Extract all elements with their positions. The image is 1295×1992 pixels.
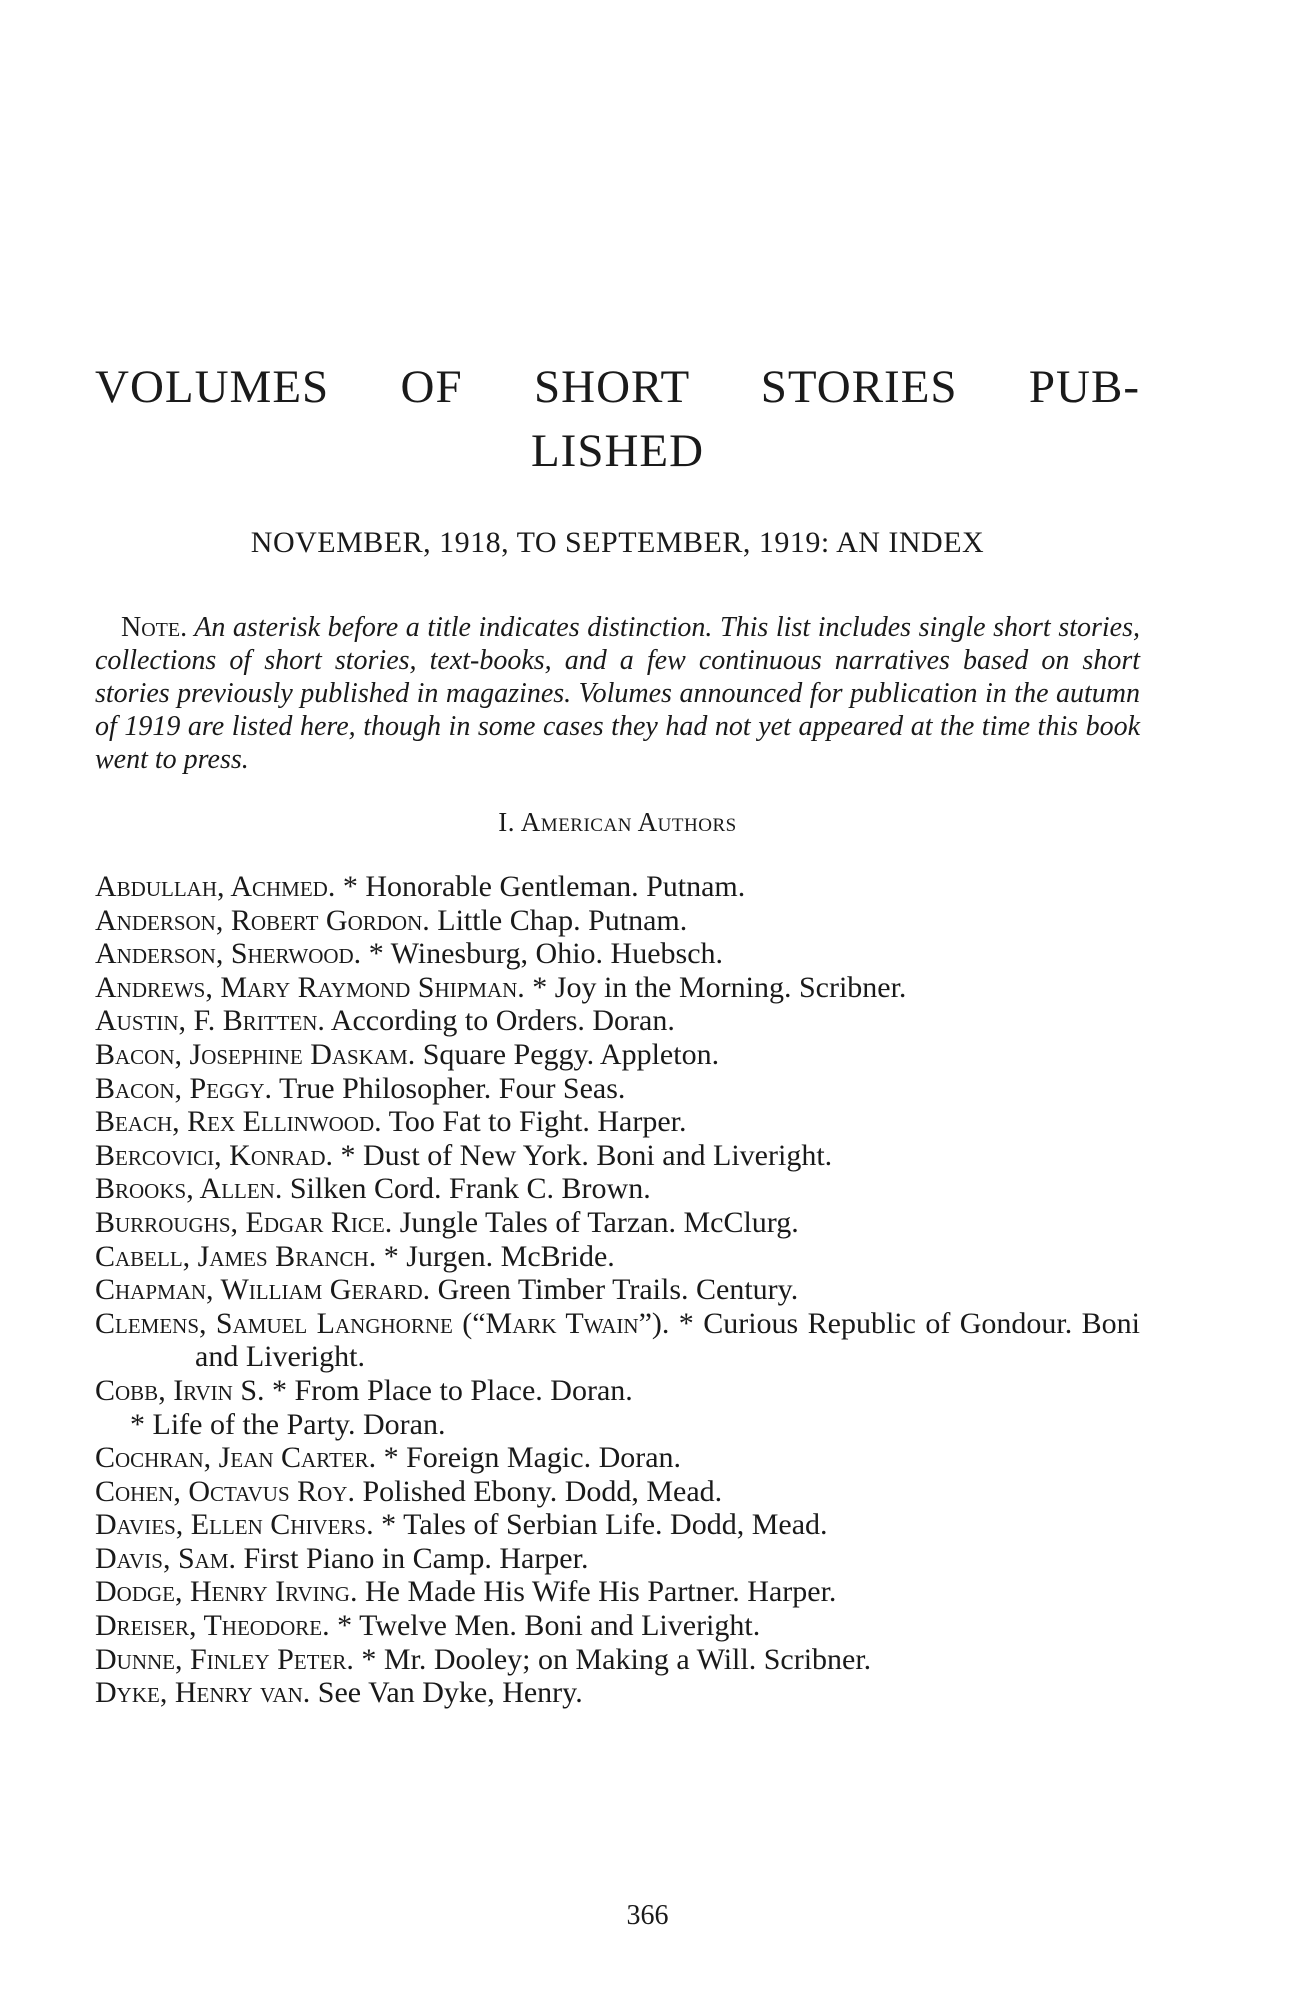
index-entry [95,870,1140,904]
author-name: Dyke, Henry van. [95,1676,311,1710]
title-line-2: LISHED [530,425,705,477]
author-name: Cobb, Irvin S. [95,1373,265,1407]
author-name: Davis, Sam. [95,1541,236,1575]
works: Green Timber Trails. Century. [437,1273,799,1307]
works: Polished Ebony. Dodd, Mead. [362,1474,723,1508]
works: Too Fat to Fight. Harper. [388,1105,687,1139]
index-entry [95,1072,1140,1106]
author-name: Dunne, Finley Peter. [95,1642,354,1676]
index-entry [95,1575,1140,1609]
works: According to Orders. Doran. [330,1004,675,1038]
works: * Dust of New York. Boni and Liveright. [340,1138,833,1172]
works: * Jurgen. McBride. [383,1239,615,1273]
index-entry [95,971,1140,1005]
index-entry [95,1139,1140,1173]
index-entry [95,1307,1140,1374]
works: Little Chap. Putnam. [437,903,688,937]
index-entry [95,1609,1140,1643]
index-entry-continuation [95,1408,1140,1442]
author-name: Abdullah, Achmed. [95,870,336,903]
works: * Mr. Dooley; on Making a Will. Scribner. [361,1642,872,1676]
works: He Made His Wife His Partner. Harper. [364,1575,837,1609]
works: * From Place to Place. Doran. [272,1373,633,1407]
index-entry [95,1475,1140,1509]
works: Silken Cord. Frank C. Brown. [289,1172,651,1206]
index-entry [95,1206,1140,1240]
note-text: An asterisk before a title indicates distinction. This list includes single short stories, collections of short stories, text-books, and a few continuous narratives based on short stories previously published in magazines. Volumes announced for publication in the autumn of 1919 are listed here, though in some cases they had not yet appeared at the time this book went to press. [95,612,1140,775]
index-entry [95,1038,1140,1072]
author-name: Bercovici, Konrad. [95,1138,334,1172]
works: First Piano in Camp. Harper. [243,1541,589,1575]
index-entry [95,1374,1140,1408]
index-entry [95,1676,1140,1710]
author-name: Cochran, Jean Carter. [95,1441,377,1475]
author-name: Cabell, James Branch. [95,1239,377,1273]
works: Square Peggy. Appleton. [422,1037,720,1071]
author-name: Andrews, Mary Raymond Shipman. [95,970,525,1004]
author-name: Bacon, Josephine Daskam. [95,1037,416,1071]
author-name: Brooks, Allen. [95,1172,283,1206]
index-entry [95,1542,1140,1576]
author-name: Anderson, Sherwood. [95,937,362,971]
works: * Foreign Magic. Doran. [383,1441,682,1475]
index-entry [95,1240,1140,1274]
works: * Life of the Party. Doran. [130,1407,446,1441]
note-paragraph [95,611,1140,776]
works: * Joy in the Morning. Scribner. [532,970,907,1004]
index-entry [95,1273,1140,1307]
works: * Honorable Gentleman. Putnam. [342,870,746,903]
index-entry [95,937,1140,971]
works: * Twelve Men. Boni and Liveright. [337,1609,761,1643]
subtitle: NOVEMBER, 1918, TO SEPTEMBER, 1919: AN INDEX [250,526,985,559]
author-index-list [95,870,1140,1710]
author-name: Dreiser, Theodore. [95,1609,330,1643]
section-heading: I. American Authors [498,807,737,837]
author-name: Bacon, Peggy. [95,1071,273,1105]
author-name: Cohen, Octavus Roy. [95,1474,355,1508]
works: * Winesburg, Ohio. Huebsch. [368,937,724,971]
index-entry [95,1172,1140,1206]
page-title [95,355,1140,483]
author-name: Austin, F. Britten. [95,1004,325,1038]
index-entry [95,1643,1140,1677]
author-name: Chapman, William Gerard. [95,1273,431,1307]
works: Jungle Tales of Tarzan. McClurg. [399,1205,799,1239]
author-name: Davies, Ellen Chivers. [95,1508,374,1542]
author-name: Dodge, Henry Irving. [95,1575,358,1609]
index-entry [95,1004,1140,1038]
works: * Curious Republic of Gondour. Boni and Liveright. [195,1306,1141,1374]
works: See Van Dyke, Henry. [317,1676,583,1710]
author-name: Beach, Rex Ellinwood. [95,1105,382,1139]
works: True Philosopher. Four Seas. [279,1071,626,1105]
index-entry [95,1441,1140,1475]
author-name: Burroughs, Edgar Rice. [95,1205,393,1239]
note-label: Note. [121,612,188,643]
index-entry [95,1508,1140,1542]
index-entry [95,904,1140,938]
author-name: Clemens, Samuel Langhorne (“Mark Twain”). [95,1306,670,1340]
works: * Tales of Serbian Life. Dodd, Mead. [381,1508,828,1542]
page [95,355,1140,1710]
title-line-1: VOLUMES OF SHORT STORIES PUB- [95,361,1140,413]
index-entry [95,1105,1140,1139]
author-name: Anderson, Robert Gordon. [95,903,430,937]
page-number: 366 [626,1900,669,1931]
